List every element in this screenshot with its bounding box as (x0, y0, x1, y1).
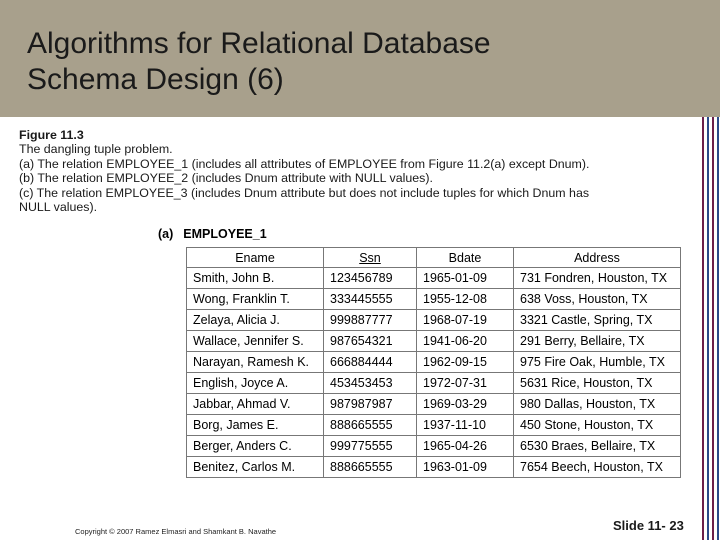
cell-ename: Smith, John B. (187, 268, 324, 289)
table-row (187, 268, 681, 289)
decorative-stripes (700, 117, 720, 540)
header-ssn: Ssn (324, 248, 417, 268)
table-row (187, 373, 681, 394)
cell-address: 450 Stone, Houston, TX (514, 415, 681, 436)
cell-ssn: 987654321 (324, 331, 417, 352)
copyright: Copyright © 2007 Ramez Elmasri and Shamkant B. Navathe (75, 527, 277, 536)
employee-table (186, 247, 681, 478)
table-row (187, 394, 681, 415)
cell-address: 3321 Castle, Spring, TX (514, 310, 681, 331)
cell-bdate: 1962-09-15 (417, 352, 514, 373)
cell-ename: Jabbar, Ahmad V. (187, 394, 324, 415)
cell-bdate: 1969-03-29 (417, 394, 514, 415)
table-row (187, 457, 681, 478)
header-bdate: Bdate (417, 248, 514, 268)
caption-line: (b) The relation EMPLOYEE_2 (includes Dnum attribute with NULL values). (19, 171, 433, 186)
caption-line: (c) The relation EMPLOYEE_3 (includes Dnum attribute but does not include tuples for which Dnum has (19, 185, 590, 200)
cell-ssn: 888665555 (324, 415, 417, 436)
cell-bdate: 1941-06-20 (417, 331, 514, 352)
cell-ssn: 999775555 (324, 436, 417, 457)
stripe (707, 117, 709, 540)
cell-ename: Borg, James E. (187, 415, 324, 436)
cell-ename: Berger, Anders C. (187, 436, 324, 457)
stripe (702, 117, 704, 540)
cell-address: 731 Fondren, Houston, TX (514, 268, 681, 289)
table-row (187, 310, 681, 331)
cell-ename: English, Joyce A. (187, 373, 324, 394)
cell-ssn: 666884444 (324, 352, 417, 373)
cell-ename: Narayan, Ramesh K. (187, 352, 324, 373)
cell-address: 7654 Beech, Houston, TX (514, 457, 681, 478)
table-name: EMPLOYEE_1 (183, 227, 267, 241)
cell-ssn: 888665555 (324, 457, 417, 478)
cell-ssn: 453453453 (324, 373, 417, 394)
cell-bdate: 1965-04-26 (417, 436, 514, 457)
cell-ssn: 123456789 (324, 268, 417, 289)
table-row (187, 331, 681, 352)
table-row (187, 415, 681, 436)
cell-bdate: 1937-11-10 (417, 415, 514, 436)
cell-address: 638 Voss, Houston, TX (514, 289, 681, 310)
cell-ename: Zelaya, Alicia J. (187, 310, 324, 331)
caption-line: (a) The relation EMPLOYEE_1 (includes all attributes of EMPLOYEE from Figure 11.2(a) except Dnum). (19, 156, 590, 171)
figure-label: Figure 11.3 (19, 128, 84, 142)
cell-address: 6530 Braes, Bellaire, TX (514, 436, 681, 457)
header-ename: Ename (187, 248, 324, 268)
cell-address: 980 Dallas, Houston, TX (514, 394, 681, 415)
table-row (187, 289, 681, 310)
title-line-2: Schema Design (6) (27, 63, 284, 96)
cell-bdate: 1968-07-19 (417, 310, 514, 331)
cell-bdate: 1963-01-09 (417, 457, 514, 478)
cell-ssn: 987987987 (324, 394, 417, 415)
header-address: Address (514, 248, 681, 268)
cell-bdate: 1965-01-09 (417, 268, 514, 289)
cell-ename: Benitez, Carlos M. (187, 457, 324, 478)
figure-caption (19, 128, 659, 214)
table-row (187, 436, 681, 457)
cell-ename: Wallace, Jennifer S. (187, 331, 324, 352)
slide-number: Slide 11- 23 (613, 518, 684, 533)
cell-ssn: 999887777 (324, 310, 417, 331)
stripe (712, 117, 714, 540)
caption-line: The dangling tuple problem. (19, 142, 173, 157)
table-header-row (187, 248, 681, 268)
cell-bdate: 1955-12-08 (417, 289, 514, 310)
cell-address: 291 Berry, Bellaire, TX (514, 331, 681, 352)
slide-title (27, 26, 491, 98)
table-label (158, 227, 267, 241)
table-row (187, 352, 681, 373)
cell-ename: Wong, Franklin T. (187, 289, 324, 310)
cell-address: 5631 Rice, Houston, TX (514, 373, 681, 394)
cell-bdate: 1972-07-31 (417, 373, 514, 394)
cell-address: 975 Fire Oak, Humble, TX (514, 352, 681, 373)
title-line-1: Algorithms for Relational Database (27, 27, 491, 60)
table-part: (a) (158, 227, 174, 241)
stripe (717, 117, 719, 540)
cell-ssn: 333445555 (324, 289, 417, 310)
table-body (187, 268, 681, 478)
caption-line: NULL values). (19, 200, 98, 215)
